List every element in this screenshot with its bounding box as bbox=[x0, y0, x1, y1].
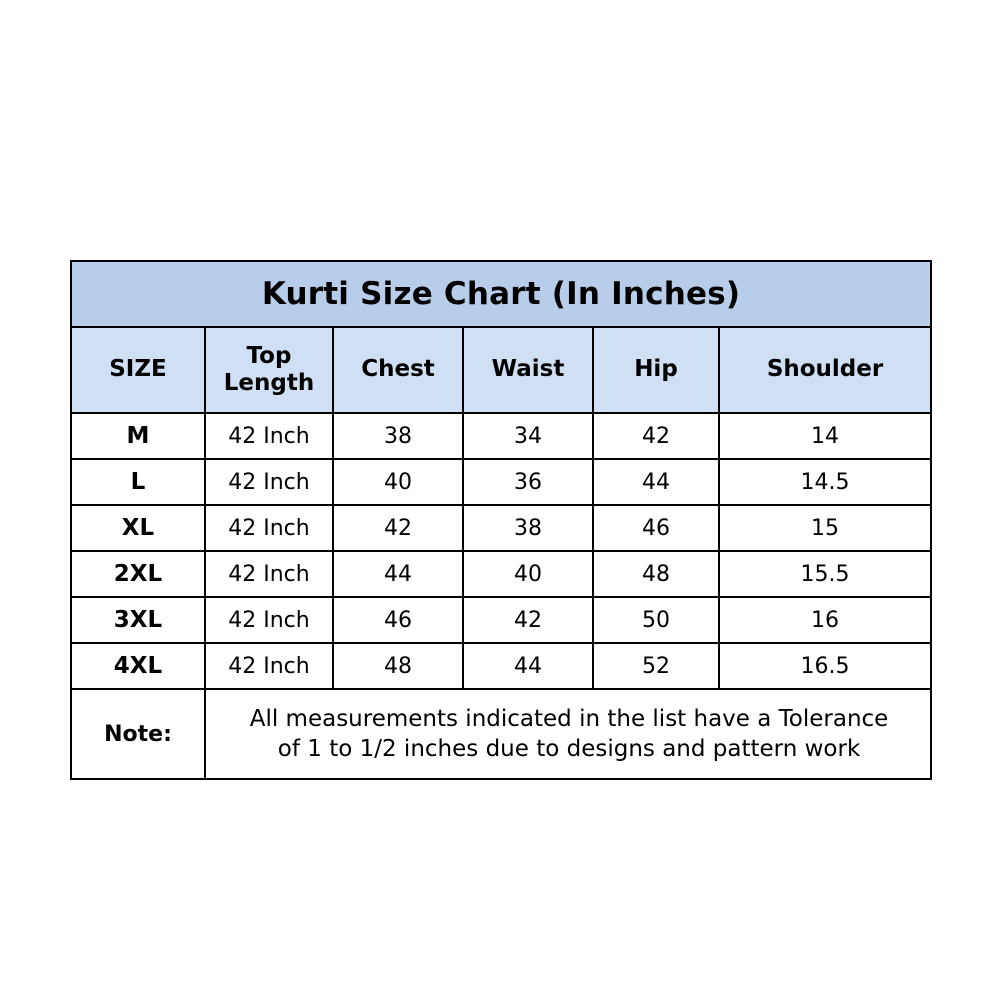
cell-shoulder: 14.5 bbox=[719, 459, 931, 505]
cell-shoulder: 16 bbox=[719, 597, 931, 643]
table-row bbox=[71, 413, 931, 459]
cell-hip: 52 bbox=[593, 643, 719, 689]
cell-shoulder: 15 bbox=[719, 505, 931, 551]
chart-title: Kurti Size Chart (In Inches) bbox=[71, 261, 931, 327]
column-header-top-length-line1: Top bbox=[246, 342, 292, 369]
cell-top-length: 42 Inch bbox=[205, 643, 333, 689]
cell-chest: 48 bbox=[333, 643, 463, 689]
table-header-row bbox=[71, 327, 931, 413]
cell-top-length: 42 Inch bbox=[205, 597, 333, 643]
table-row bbox=[71, 505, 931, 551]
cell-waist: 40 bbox=[463, 551, 593, 597]
table-row bbox=[71, 597, 931, 643]
column-header-chest: Chest bbox=[333, 327, 463, 413]
cell-hip: 44 bbox=[593, 459, 719, 505]
cell-waist: 44 bbox=[463, 643, 593, 689]
cell-chest: 40 bbox=[333, 459, 463, 505]
cell-chest: 46 bbox=[333, 597, 463, 643]
note-text-line1: All measurements indicated in the list have a Tolerance bbox=[249, 705, 889, 732]
cell-top-length: 42 Inch bbox=[205, 413, 333, 459]
cell-shoulder: 15.5 bbox=[719, 551, 931, 597]
size-chart-container bbox=[70, 260, 930, 780]
cell-top-length: 42 Inch bbox=[205, 551, 333, 597]
table-row bbox=[71, 459, 931, 505]
cell-hip: 48 bbox=[593, 551, 719, 597]
cell-size: M bbox=[71, 413, 205, 459]
cell-top-length: 42 Inch bbox=[205, 459, 333, 505]
cell-size: 4XL bbox=[71, 643, 205, 689]
cell-waist: 36 bbox=[463, 459, 593, 505]
cell-shoulder: 16.5 bbox=[719, 643, 931, 689]
note-row bbox=[71, 689, 931, 779]
column-header-shoulder: Shoulder bbox=[719, 327, 931, 413]
table-row bbox=[71, 551, 931, 597]
cell-hip: 50 bbox=[593, 597, 719, 643]
cell-size: XL bbox=[71, 505, 205, 551]
note-text bbox=[205, 689, 931, 779]
cell-waist: 38 bbox=[463, 505, 593, 551]
cell-size: 2XL bbox=[71, 551, 205, 597]
cell-top-length: 42 Inch bbox=[205, 505, 333, 551]
cell-chest: 44 bbox=[333, 551, 463, 597]
table-row bbox=[71, 643, 931, 689]
cell-size: L bbox=[71, 459, 205, 505]
column-header-hip: Hip bbox=[593, 327, 719, 413]
cell-waist: 34 bbox=[463, 413, 593, 459]
column-header-top-length bbox=[205, 327, 333, 413]
table-title-row bbox=[71, 261, 931, 327]
cell-size: 3XL bbox=[71, 597, 205, 643]
column-header-waist: Waist bbox=[463, 327, 593, 413]
cell-hip: 46 bbox=[593, 505, 719, 551]
cell-hip: 42 bbox=[593, 413, 719, 459]
cell-chest: 38 bbox=[333, 413, 463, 459]
cell-chest: 42 bbox=[333, 505, 463, 551]
column-header-top-length-line2: Length bbox=[223, 370, 315, 396]
cell-shoulder: 14 bbox=[719, 413, 931, 459]
column-header-size: SIZE bbox=[71, 327, 205, 413]
cell-waist: 42 bbox=[463, 597, 593, 643]
note-text-line2: of 1 to 1/2 inches due to designs and pattern work bbox=[277, 736, 861, 762]
note-label: Note: bbox=[71, 689, 205, 779]
kurti-size-chart-table bbox=[70, 260, 932, 780]
